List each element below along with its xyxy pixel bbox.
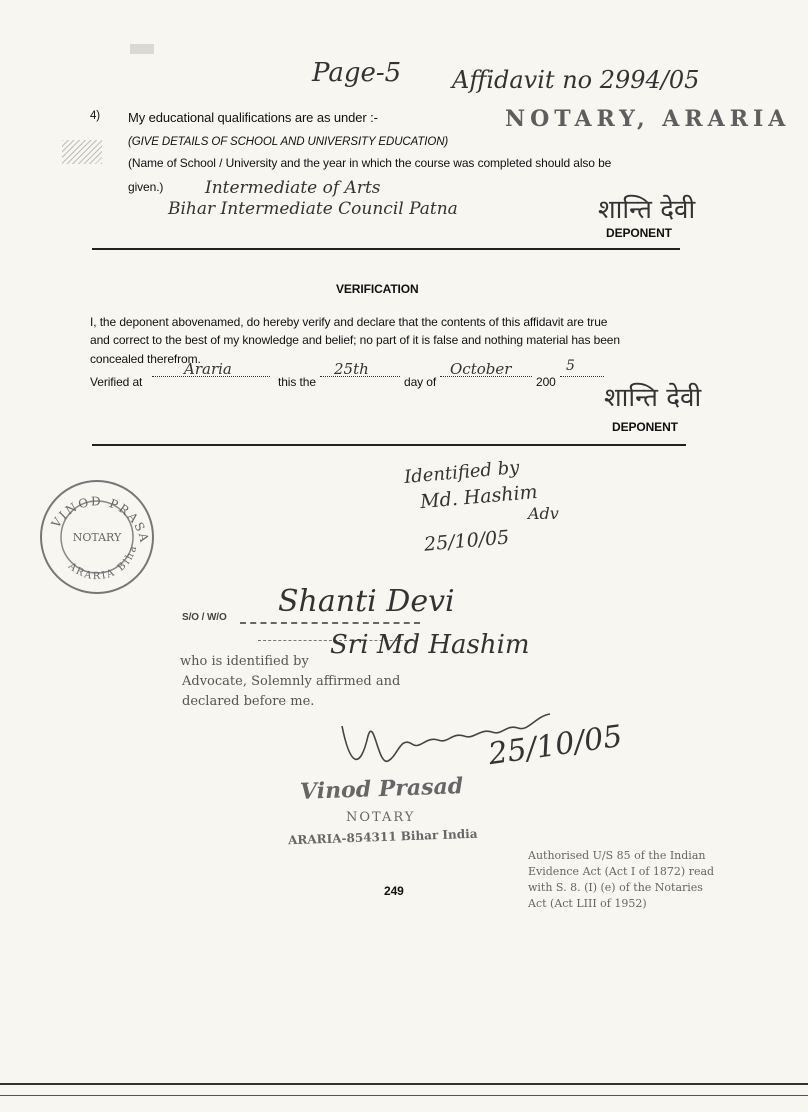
day-value: 25th: [334, 360, 369, 378]
seal-center: NOTARY: [72, 531, 122, 544]
auth-line-1: Authorised U/S 85 of the Indian: [528, 849, 706, 862]
seal-bottom: ARARIA Biha: [66, 543, 140, 583]
verified-at-field: [152, 360, 270, 382]
seal-name: VINOD PRASA: [48, 494, 152, 546]
year-value: 5: [566, 358, 575, 374]
section-divider-2: [92, 444, 686, 446]
notary-title: NOTARY: [346, 810, 416, 825]
identified-note-2: Md. Hashim: [419, 480, 539, 514]
verified-place: Araria: [184, 360, 232, 378]
item-number: 4): [90, 110, 101, 122]
section-divider-1: [92, 248, 680, 250]
notary-date: 25/10/05: [486, 718, 625, 773]
scan-bottom-line: [0, 1083, 808, 1085]
auth-line-4: Act (Act LIII of 1952): [528, 897, 647, 910]
month-value: October: [450, 360, 512, 378]
education-note-line2: given.): [128, 180, 164, 194]
identified-prefix: who is identified by: [180, 654, 309, 669]
education-intro: My educational qualifications are as under :-: [128, 110, 378, 125]
notary-stamp: NOTARY, ARARIA: [505, 106, 791, 132]
identified-note-1: Identified by: [403, 457, 521, 488]
education-instruction: (GIVE DETAILS OF SCHOOL AND UNIVERSITY EDUCATION): [128, 136, 449, 148]
scan-bottom-line-2: [0, 1095, 808, 1096]
declared-line: declared before me.: [182, 694, 315, 709]
verification-heading: VERIFICATION: [336, 282, 419, 296]
education-note-line1: (Name of School / University and the year in which the course was completed should also be: [128, 156, 612, 170]
notary-seal: [38, 478, 156, 596]
education-hand-line1: Intermediate of Arts: [205, 178, 381, 198]
deponent-signature-2: शान्ति देवी: [604, 383, 702, 413]
deponent-label-2: DEPONENT: [612, 420, 678, 434]
sworn-name: Shanti Devi: [278, 584, 455, 619]
deponent-signature-1: शान्ति देवी: [598, 195, 696, 225]
this-the-label: this the: [278, 375, 316, 389]
verification-line2: and correct to the best of my knowledge and belief; no part of it is false and nothing material has been: [90, 333, 620, 347]
identified-name: Sri Md Hashim: [330, 630, 530, 660]
day-of-label: day of: [404, 375, 437, 389]
identified-note-3: Adv: [528, 504, 559, 523]
affidavit-number-note: Affidavit no 2994/05: [452, 66, 700, 94]
verification-line1: I, the deponent abovenamed, do hereby verify and declare that the contents of this affidavit are true: [90, 315, 608, 329]
advocate-line: Advocate, Solemnly affirmed and: [182, 674, 401, 689]
notary-name: Vinod Prasad: [299, 773, 464, 805]
verification-line3: concealed therefrom.: [90, 352, 201, 366]
page-note: Page-5: [312, 58, 402, 88]
sworn-dashes: [240, 622, 420, 624]
verified-at-label: Verified at: [90, 375, 143, 389]
scan-artifact-top: [130, 44, 154, 54]
authorisation-block: [528, 848, 714, 912]
identified-note-date: 25/10/05: [423, 526, 511, 556]
identified-line: [180, 652, 309, 670]
notary-address: ARARIA-854311 Bihar India: [287, 826, 478, 848]
page-number: 249: [384, 884, 404, 898]
auth-line-3: with S. 8. (I) (e) of the Notaries: [528, 881, 703, 894]
education-hand-line2: Bihar Intermediate Council Patna: [168, 199, 458, 219]
auth-line-2: Evidence Act (Act I of 1872) read: [528, 865, 715, 878]
year-field: [560, 358, 604, 382]
sworn-label: S/O / W/O: [182, 612, 227, 623]
day-field: [320, 360, 400, 382]
deponent-label-1: DEPONENT: [606, 226, 672, 240]
scan-artifact-left: [62, 140, 102, 164]
year-label: 200: [536, 375, 556, 389]
month-field: [440, 360, 532, 382]
